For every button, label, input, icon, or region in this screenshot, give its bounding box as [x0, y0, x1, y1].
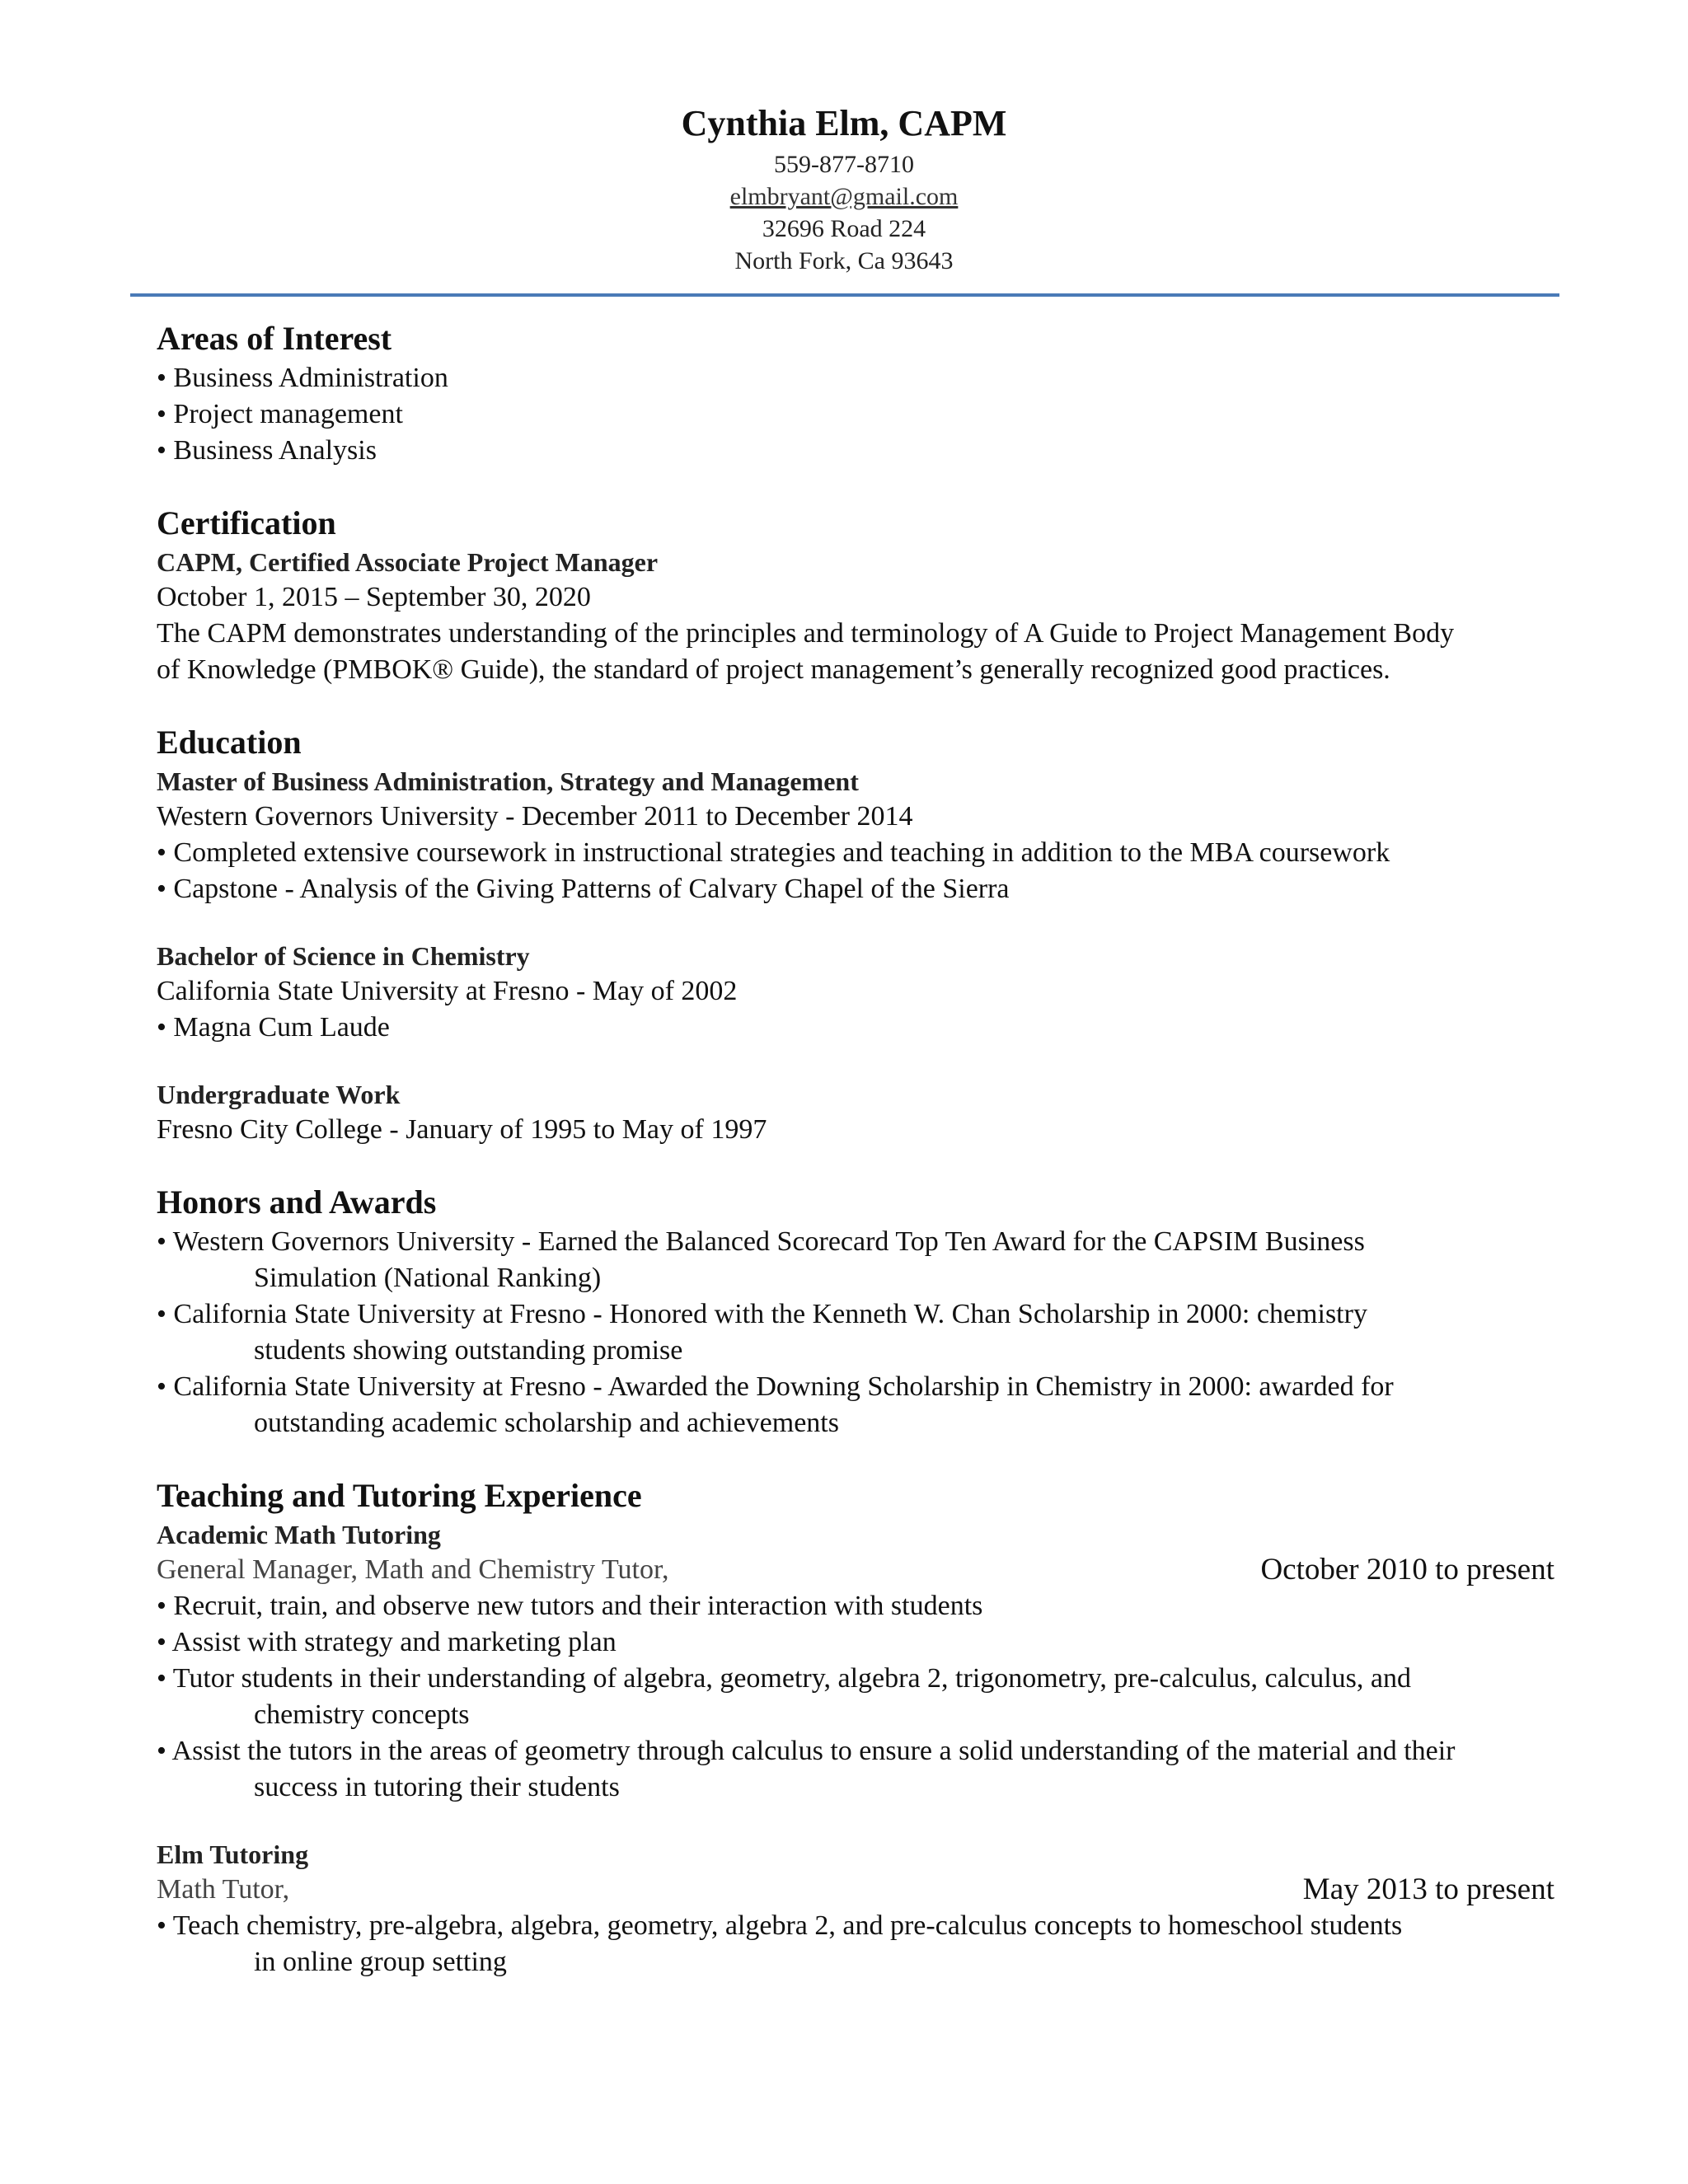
list-item-text: • California State University at Fresno - Awarded the Downing Scholarship in Chemistry in 2000: awarded for — [157, 1371, 1394, 1402]
header-divider — [130, 293, 1559, 297]
list-item: • Capstone - Analysis of the Giving Patterns of Calvary Chapel of the Sierra — [157, 874, 1010, 904]
list-item — [157, 1224, 1558, 1296]
candidate-name: Cynthia Elm, CAPM — [681, 103, 1007, 143]
list-item: • Project management — [157, 399, 403, 429]
degree-title: Undergraduate Work — [157, 1080, 401, 1109]
section-title-certification: Certification — [157, 504, 336, 541]
list-item-text: • Teach chemistry, pre-algebra, algebra, geometry, algebra 2, and pre-calculus concepts to homeschool students — [157, 1910, 1403, 1941]
address-line-1: 32696 Road 224 — [762, 215, 926, 242]
section-title-interests: Areas of Interest — [157, 320, 392, 357]
certification-description: of Knowledge (PMBOK® Guide), the standard of project management’s generally recognized good practices. — [157, 654, 1390, 685]
phone-number: 559-877-8710 — [774, 151, 914, 178]
list-item — [157, 1369, 1558, 1441]
role-line — [157, 1872, 1558, 1908]
section-title-honors: Honors and Awards — [157, 1183, 437, 1221]
job-role: Math Tutor, — [157, 1874, 290, 1905]
list-item-text: • Assist the tutors in the areas of geometry through calculus to ensure a solid understanding of the material and their — [157, 1736, 1456, 1766]
school-line: California State University at Fresno - May of 2002 — [157, 976, 738, 1006]
organization-name: Elm Tutoring — [157, 1840, 309, 1869]
resume-body — [157, 317, 1558, 1980]
list-item: • Business Administration — [157, 363, 448, 393]
list-item-continuation: Simulation (National Ranking) — [254, 1263, 602, 1293]
school-line: Fresno City College - January of 1995 to May of 1997 — [157, 1114, 767, 1145]
list-item-continuation: chemistry concepts — [254, 1699, 470, 1730]
list-item-continuation: outstanding academic scholarship and achievements — [254, 1408, 839, 1438]
section-title-teaching: Teaching and Tutoring Experience — [157, 1477, 642, 1514]
degree-title: Master of Business Administration, Strategy and Management — [157, 766, 859, 796]
organization-name: Academic Math Tutoring — [157, 1520, 441, 1549]
email-link[interactable]: elmbryant@gmail.com — [729, 183, 959, 210]
list-item: • Completed extensive coursework in instructional strategies and teaching in addition to the MBA coursework — [157, 837, 1390, 868]
list-item-continuation: success in tutoring their students — [254, 1772, 620, 1802]
job-dates: October 2010 to present — [1260, 1553, 1554, 1586]
section-title-education: Education — [157, 724, 302, 761]
resume-header — [0, 99, 1688, 277]
certification-dates: October 1, 2015 – September 30, 2020 — [157, 582, 591, 612]
list-item: • Business Analysis — [157, 435, 377, 466]
list-item-text: • Recruit, train, and observe new tutors and their interaction with students — [157, 1591, 983, 1621]
list-item: • Magna Cum Laude — [157, 1012, 390, 1043]
job-role: General Manager, Math and Chemistry Tutor, — [157, 1554, 669, 1585]
address-line-2: North Fork, Ca 93643 — [734, 247, 954, 274]
list-item — [157, 1624, 1558, 1661]
role-line — [157, 1552, 1558, 1588]
job-dates: May 2013 to present — [1302, 1872, 1554, 1906]
list-item-text: • California State University at Fresno - Honored with the Kenneth W. Chan Scholarship in 2000: chemistry — [157, 1299, 1367, 1329]
school-line: Western Governors University - December 2011 to December 2014 — [157, 801, 913, 832]
certification-description: The CAPM demonstrates understanding of the principles and terminology of A Guide to Project Management Body — [157, 618, 1455, 649]
list-item — [157, 1661, 1558, 1733]
list-item-text: • Assist with strategy and marketing plan — [157, 1627, 617, 1657]
list-item-text: • Western Governors University - Earned the Balanced Scorecard Top Ten Award for the CAPSIM Business — [157, 1226, 1365, 1257]
list-item — [157, 1733, 1558, 1806]
list-item-continuation: in online group setting — [254, 1947, 507, 1977]
list-item — [157, 1296, 1558, 1369]
list-item — [157, 1908, 1558, 1980]
list-item-continuation: students showing outstanding promise — [254, 1335, 683, 1366]
certification-name: CAPM, Certified Associate Project Manager — [157, 547, 659, 577]
list-item-text: • Tutor students in their understanding of algebra, geometry, algebra 2, trigonometry, pre-calculus, calculus, and — [157, 1663, 1411, 1694]
degree-title: Bachelor of Science in Chemistry — [157, 941, 530, 971]
list-item — [157, 1588, 1558, 1624]
